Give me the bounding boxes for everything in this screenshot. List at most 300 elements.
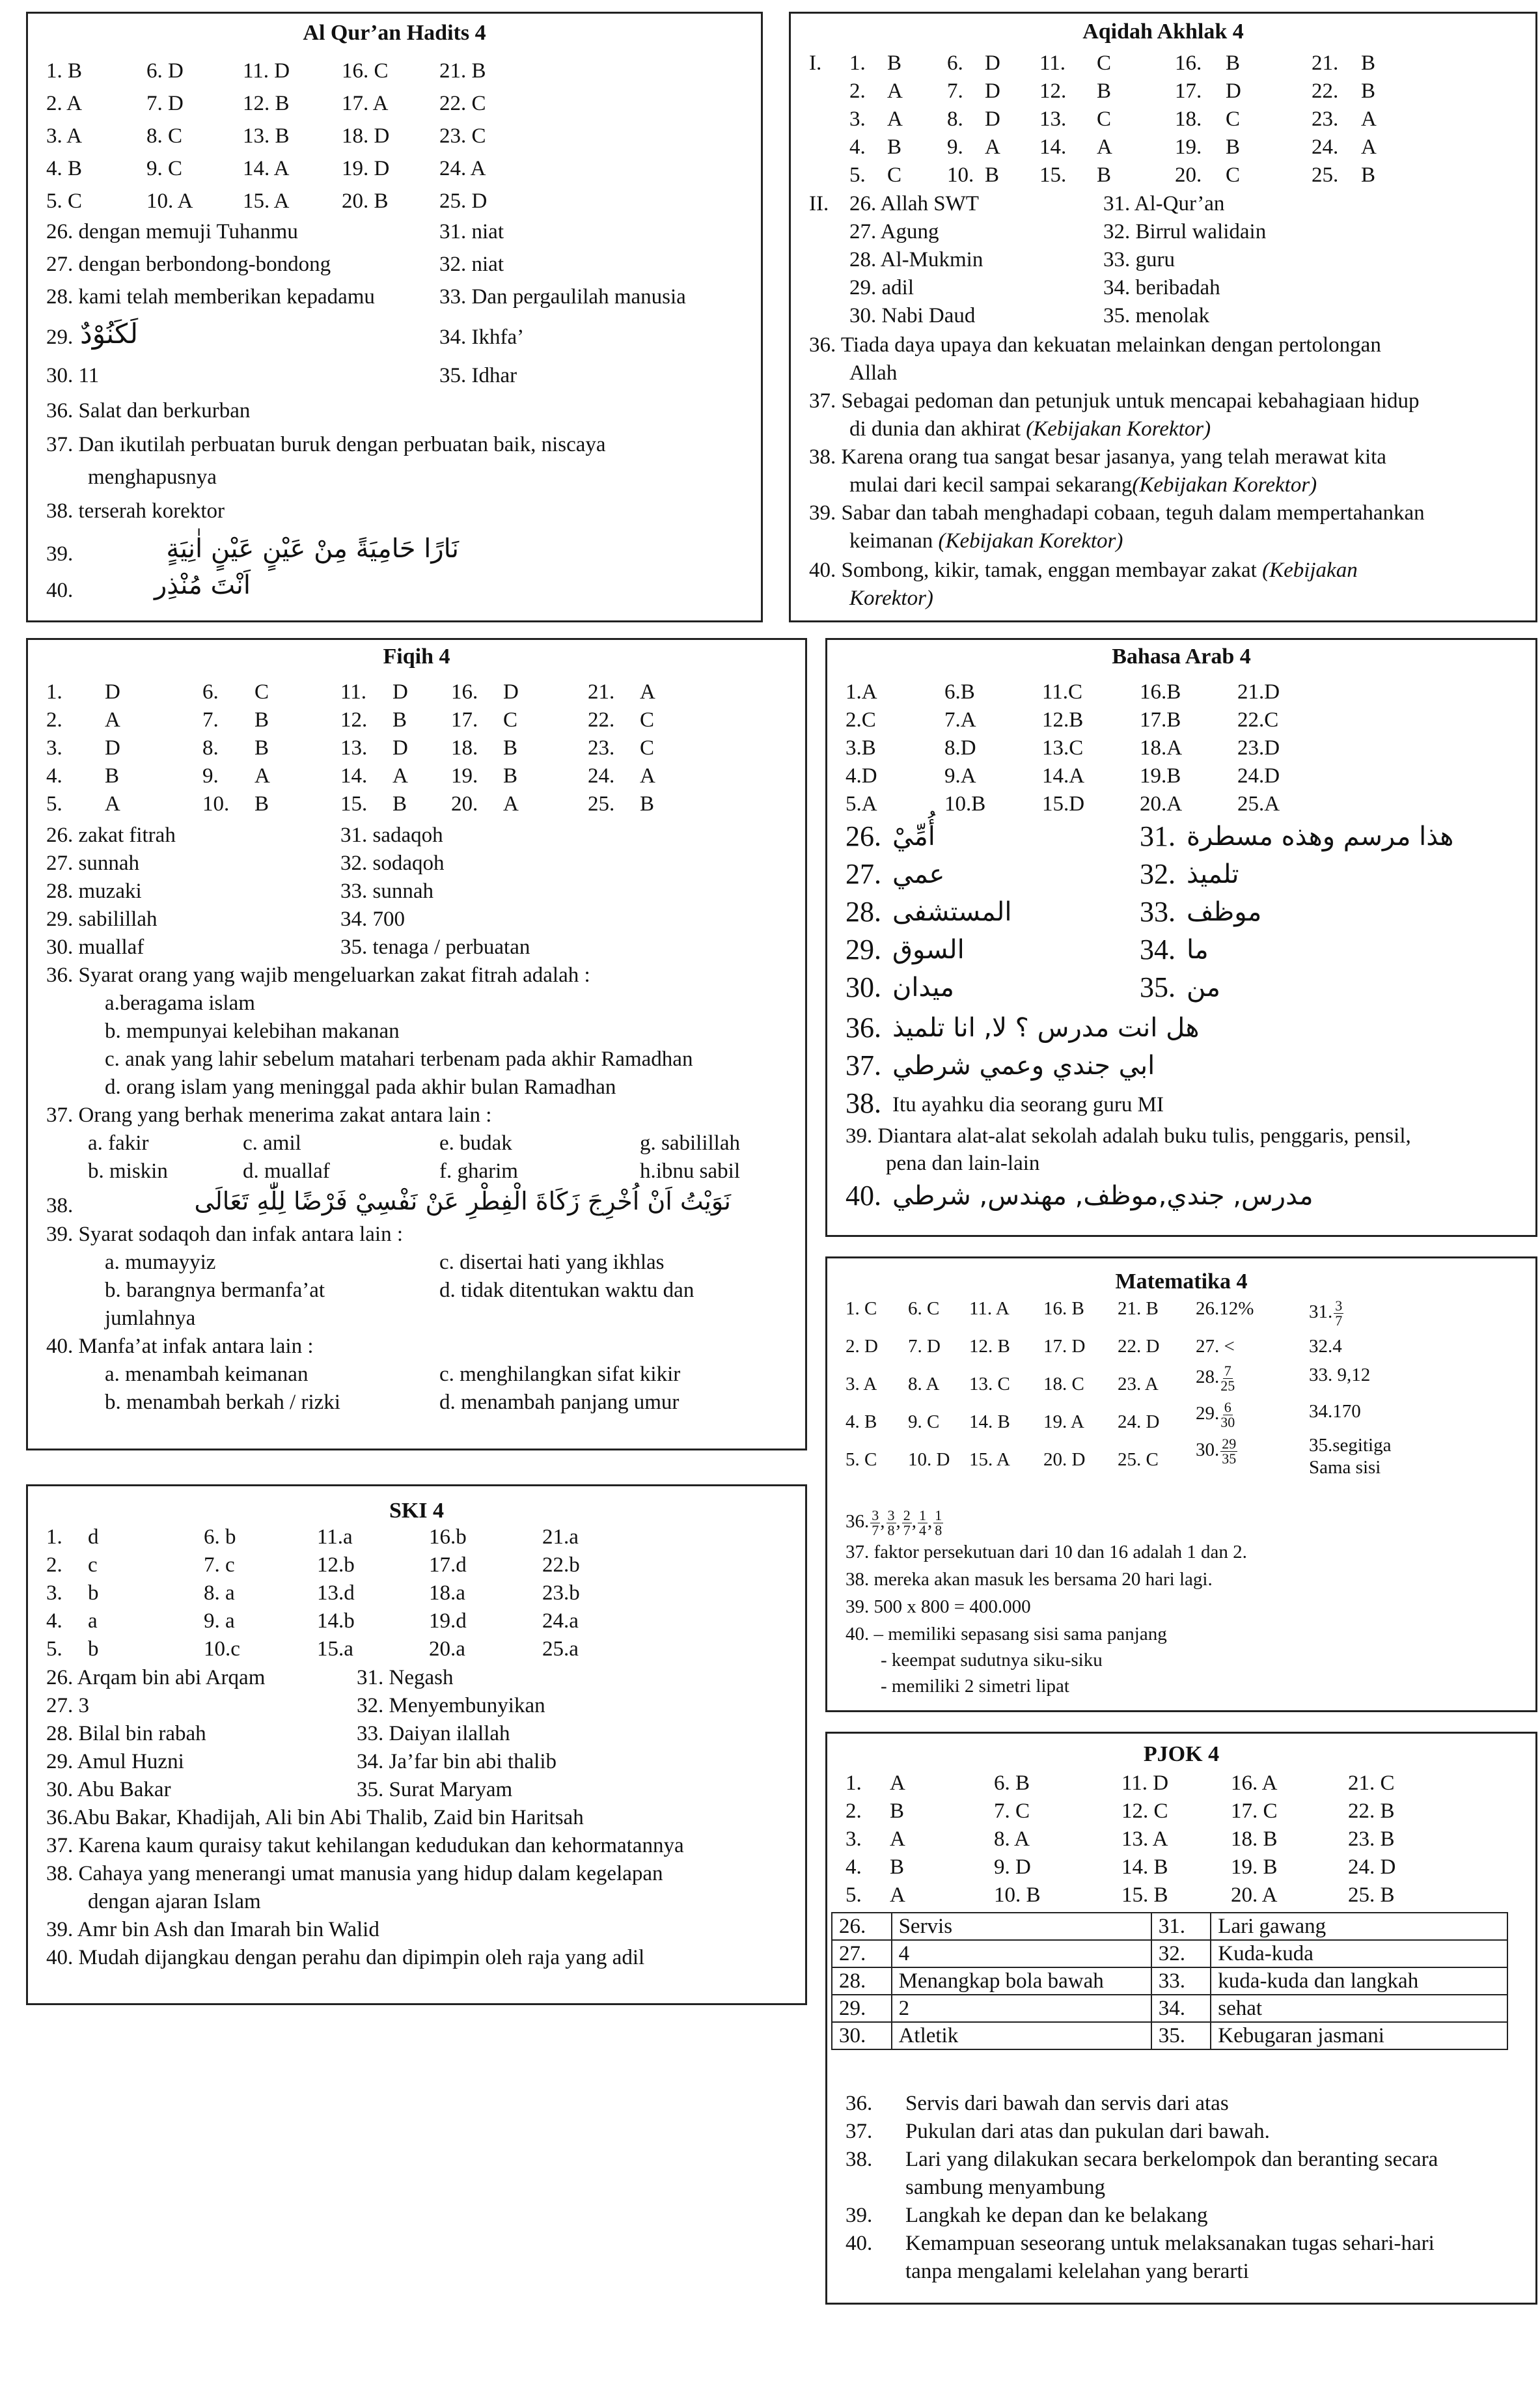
aqidah-mc-cell: 17. <box>1175 79 1202 103</box>
arab-mc-cell: 4.D <box>846 764 877 788</box>
fiqih-mc-cell: C <box>503 708 518 732</box>
ski-mc-cell: 1. <box>46 1525 62 1549</box>
arab-essay-38-num: 38. <box>846 1087 881 1119</box>
ski-essay-26: 26. Arqam bin abi Arqam <box>46 1666 266 1689</box>
aqidah-essay-29: 29. adil <box>849 276 914 299</box>
fiqih-mc-cell: D <box>105 736 120 760</box>
fiqih-mc-cell: 3. <box>46 736 62 760</box>
fiqih-mc-cell: B <box>640 792 655 816</box>
quran-essay-35: 35. Idhar <box>439 364 517 387</box>
fiqih-mc-cell: 7. <box>202 708 219 732</box>
fiqih-mc-cell: 13. <box>340 736 368 760</box>
ski-mc-cell: 14.b <box>317 1609 355 1633</box>
mtk-essay-32: 32.4 <box>1309 1336 1342 1357</box>
mtk-mc-cell: 10. D <box>908 1449 950 1470</box>
aqidah-essay-36b: Allah <box>849 361 898 385</box>
arab-mc-cell: 17.B <box>1140 708 1181 732</box>
aqidah-mc-cell: 11. <box>1039 51 1066 75</box>
ski-mc-cell: b <box>88 1581 99 1605</box>
fiqih-essay-30: 30. muallaf <box>46 936 144 959</box>
pjok-essay-40-num: 40. <box>846 2232 873 2255</box>
ski-section <box>26 1484 807 2005</box>
mtk-mc-cell: 19. A <box>1043 1411 1084 1432</box>
pjok-essay-37: Pukulan dari atas dan pukulan dari bawah. <box>905 2120 1270 2143</box>
pjok-essay-37-num: 37. <box>846 2120 873 2143</box>
aqidah-mc-cell: A <box>985 135 1000 159</box>
mtk-mc-cell: 9. C <box>908 1411 940 1432</box>
numerator: 29 <box>1222 1435 1237 1452</box>
separator: , <box>896 1511 901 1532</box>
arab-mc-cell: 15.D <box>1042 792 1085 816</box>
table-answer-cell: kuda-kuda dan langkah <box>1211 1967 1507 1995</box>
quran-mc-cell: 24. A <box>439 157 486 180</box>
arab-mc-cell: 9.A <box>944 764 976 788</box>
denominator: 4 <box>919 1522 926 1538</box>
quran-mc-cell: 6. D <box>146 59 184 83</box>
mtk-mc-cell: 25. C <box>1118 1449 1159 1470</box>
ski-mc-cell: 2. <box>46 1553 62 1577</box>
fiqih-mc-cell: A <box>105 708 120 732</box>
pjok-mc-cell: 25. B <box>1348 1883 1395 1907</box>
quran-essay-38: 38. terserah korektor <box>46 499 225 523</box>
fiqih-mc-cell: B <box>392 708 407 732</box>
mtk-essay-30 <box>1196 1437 1237 1466</box>
aqidah-mc-cell: D <box>985 107 1000 131</box>
fiqih-essay-33: 33. sunnah <box>340 880 433 903</box>
ski-mc-cell: b <box>88 1637 99 1661</box>
fiqih-essay-37c: c. amil <box>243 1131 301 1155</box>
mtk-essay-39: 39. 500 x 800 = 400.000 <box>846 1596 1031 1617</box>
arab-mc-cell: 10.B <box>944 792 986 816</box>
fiqih-essay-37e: e. budak <box>439 1131 512 1155</box>
fiqih-essay-39a: a. mumayyiz <box>105 1251 216 1274</box>
denominator: 8 <box>935 1522 942 1538</box>
fiqih-mc-cell: B <box>254 736 269 760</box>
mtk-mc-cell: 4. B <box>846 1411 877 1432</box>
ski-essay-40: 40. Mudah dijangkau dengan perahu dan dipimpin oleh raja yang adil <box>46 1946 645 1969</box>
aqidah-essay-39b <box>849 528 1123 554</box>
ski-essay-31: 31. Negash <box>357 1666 454 1689</box>
pjok-mc-cell: 19. B <box>1231 1855 1278 1879</box>
aqidah-mc-cell: A <box>887 107 903 131</box>
fiqih-essay-37d: d. muallaf <box>243 1159 330 1183</box>
mtk-essay-40a: 40. – memiliki sepasang sisi sama panjang <box>846 1624 1167 1644</box>
ski-mc-cell: 23.b <box>542 1581 580 1605</box>
quran-essay-40: اَنْتَ مُنْذِر <box>154 570 251 600</box>
aqidah-mc-cell: 24. <box>1312 135 1339 159</box>
arab-essay-36-num: 36. <box>846 1012 881 1044</box>
matematika-section <box>825 1256 1537 1712</box>
mtk-36-fraction <box>902 1508 912 1538</box>
arab-number: 26. <box>846 820 881 852</box>
aqidah-essay-32: 32. Birrul walidain <box>1103 220 1267 243</box>
table-answer-cell: sehat <box>1211 1995 1507 2022</box>
aqidah-mc-cell: C <box>1226 107 1241 131</box>
aqidah-essay-39c: (Kebijakan Korektor) <box>938 529 1123 553</box>
aqidah-mc-cell: B <box>1361 51 1376 75</box>
aqidah-section <box>789 12 1537 622</box>
aqidah-mc-cell: 8. <box>947 107 963 131</box>
pjok-mc-cell: 15. B <box>1121 1883 1168 1907</box>
fiqih-essay-39b1: b. barangnya bermanfa’at <box>105 1279 325 1302</box>
pjok-mc-cell: 2. <box>846 1799 862 1823</box>
arab-essay-36: هل انت مدرس ؟ لا, انا تلميذ <box>892 1013 1200 1043</box>
separator: , <box>928 1511 933 1532</box>
fiqih-mc-cell: D <box>503 680 519 704</box>
mtk-28-fraction <box>1220 1364 1235 1393</box>
fiqih-mc-cell: D <box>392 680 408 704</box>
mtk-mc-cell: 11. A <box>969 1298 1010 1319</box>
fiqih-essay-37: 37. Orang yang berhak menerima zakat antara lain : <box>46 1103 492 1127</box>
pjok-mc-cell: 7. C <box>994 1799 1030 1823</box>
ski-mc-cell: 13.d <box>317 1581 355 1605</box>
aqidah-essay-28: 28. Al-Mukmin <box>849 248 983 271</box>
ski-essay-32: 32. Menyembunyikan <box>357 1694 545 1717</box>
ski-mc-cell: 16.b <box>429 1525 467 1549</box>
pjok-essay-39-num: 39. <box>846 2204 873 2227</box>
table-row <box>832 2022 1507 2049</box>
ski-essay-38a: 38. Cahaya yang menerangi umat manusia yang hidup dalam kegelapan <box>46 1862 663 1885</box>
aqidah-mc-cell: 5. <box>849 163 866 187</box>
pjok-essay-39: Langkah ke depan dan ke belakang <box>905 2204 1208 2227</box>
mtk-mc-cell: 18. C <box>1043 1374 1084 1394</box>
fiqih-mc-cell: A <box>105 792 120 816</box>
table-answer-cell: Menangkap bola bawah <box>892 1967 1151 1995</box>
arab-mc-cell: 20.A <box>1140 792 1183 816</box>
table-row <box>832 1967 1507 1995</box>
pjok-mc-cell: 18. B <box>1231 1827 1278 1851</box>
pjok-mc-cell: 16. A <box>1231 1771 1278 1795</box>
quran-mc-cell: 17. A <box>342 92 389 115</box>
quran-mc-cell: 1. B <box>46 59 83 83</box>
aqidah-mc-cell: 13. <box>1039 107 1067 131</box>
ski-mc-cell: 24.a <box>542 1609 579 1633</box>
quran-essay-40-num: 40. <box>46 579 74 602</box>
table-number-cell: 35. <box>1151 2022 1211 2049</box>
quran-mc-cell: 4. B <box>46 157 83 180</box>
quran-essay-29-num: 29. <box>46 326 74 349</box>
mtk-mc-cell: 2. D <box>846 1336 878 1357</box>
aqidah-mc-cell: B <box>1361 163 1376 187</box>
table-row <box>832 1913 1507 1940</box>
fiqih-mc-cell: A <box>640 764 655 788</box>
ski-essay-27: 27. 3 <box>46 1694 89 1717</box>
table-answer-cell: Atletik <box>892 2022 1151 2049</box>
mtk-mc-cell: 8. A <box>908 1374 940 1394</box>
mtk-essay-28 <box>1196 1364 1235 1393</box>
fiqih-mc-cell: 9. <box>202 764 219 788</box>
mtk-mc-cell: 3. A <box>846 1374 877 1394</box>
pjok-mc-cell: 22. B <box>1348 1799 1395 1823</box>
ski-mc-cell: 4. <box>46 1609 62 1633</box>
aqidah-essay-26: 26. Allah SWT <box>849 192 979 215</box>
ski-mc-cell: 5. <box>46 1637 62 1661</box>
arab-mc-cell: 25.A <box>1237 792 1280 816</box>
aqidah-mc-cell: B <box>985 163 1000 187</box>
ski-title: SKI 4 <box>389 1499 445 1523</box>
arab-title: Bahasa Arab 4 <box>1112 645 1251 669</box>
pjok-mc-cell: 10. B <box>994 1883 1041 1907</box>
quran-mc-cell: 21. B <box>439 59 486 83</box>
aqidah-mc-cell: C <box>887 163 902 187</box>
quran-mc-cell: 15. A <box>243 189 290 213</box>
ski-mc-cell: c <box>88 1553 98 1577</box>
arab-mc-cell: 16.B <box>1140 680 1181 704</box>
fiqih-mc-cell: D <box>105 680 120 704</box>
aqidah-mc-cell: 14. <box>1039 135 1067 159</box>
mtk-essay-36-num: 36. <box>846 1511 870 1532</box>
aqidah-essay-35: 35. menolak <box>1103 304 1210 327</box>
aqidah-essay-37c: (Kebijakan Korektor) <box>1026 417 1211 441</box>
aqidah-essay-33: 33. guru <box>1103 248 1175 271</box>
pjok-mc-cell: A <box>890 1771 905 1795</box>
numerator: 6 <box>1224 1399 1231 1415</box>
quran-essay-26: 26. dengan memuji Tuhanmu <box>46 220 298 243</box>
matematika-title: Matematika 4 <box>1115 1269 1248 1294</box>
fiqih-mc-cell: 8. <box>202 736 219 760</box>
aqidah-essay-39a: 39. Sabar dan tabah menghadapi cobaan, teguh dalam mempertahankan <box>809 501 1425 525</box>
quran-mc-cell: 10. A <box>146 189 193 213</box>
arab-essay-40-num: 40. <box>846 1180 881 1212</box>
pjok-essay-table <box>831 1912 1508 2050</box>
aqidah-essay-38b-text: mulai dari kecil sampai sekarang <box>849 473 1133 497</box>
ski-mc-cell: 17.d <box>429 1553 467 1577</box>
mtk-essay-40c: - memiliki 2 simetri lipat <box>881 1676 1069 1697</box>
fiqih-mc-cell: 12. <box>340 708 368 732</box>
aqidah-essay-37b <box>849 416 1211 442</box>
fiqih-mc-cell: 25. <box>588 792 615 816</box>
quran-section <box>26 12 763 622</box>
arab-number: 31. <box>1140 820 1176 852</box>
aqidah-mc-cell: 21. <box>1312 51 1339 75</box>
ski-essay-33: 33. Daiyan ilallah <box>357 1722 510 1745</box>
mtk-31-fraction <box>1334 1299 1343 1328</box>
pjok-mc-cell: 3. <box>846 1827 862 1851</box>
aqidah-mc-cell: D <box>1226 79 1241 103</box>
fiqih-mc-cell: C <box>640 736 655 760</box>
fiqih-essay-40a: a. menambah keimanan <box>105 1363 309 1386</box>
ski-essay-29: 29. Amul Huzni <box>46 1750 184 1773</box>
fiqih-mc-cell: 10. <box>202 792 230 816</box>
arab-number: 29. <box>846 934 881 965</box>
fiqih-mc-cell: A <box>503 792 519 816</box>
aqidah-mc-cell: 12. <box>1039 79 1067 103</box>
arab-answer: من <box>1187 973 1220 1003</box>
aqidah-essay-37a: 37. Sebagai pedoman dan petunjuk untuk mencapai kebahagiaan hidup <box>809 389 1420 413</box>
fiqih-essay-39d: d. tidak ditentukan waktu dan <box>439 1279 694 1302</box>
arab-mc-cell: 11.C <box>1042 680 1083 704</box>
arab-mc-cell: 1.A <box>846 680 877 704</box>
fiqih-essay-29: 29. sabilillah <box>46 908 158 931</box>
ski-essay-30: 30. Abu Bakar <box>46 1778 171 1801</box>
mtk-essay-30-num: 30. <box>1196 1439 1220 1461</box>
ski-mc-cell: d <box>88 1525 99 1549</box>
pjok-mc-cell: A <box>890 1827 905 1851</box>
aqidah-mc-cell: B <box>887 51 902 75</box>
pjok-essay-38-num: 38. <box>846 2148 873 2171</box>
ski-mc-cell: 6. b <box>204 1525 236 1549</box>
arab-answer: عمي <box>892 859 945 889</box>
separator: , <box>911 1511 916 1532</box>
table-number-cell: 32. <box>1151 1940 1211 1967</box>
fiqih-mc-cell: 22. <box>588 708 615 732</box>
mtk-essay-29 <box>1196 1400 1235 1430</box>
table-number-cell: 27. <box>832 1940 892 1967</box>
mtk-36-fraction <box>933 1508 943 1538</box>
pjok-mc-cell: 24. D <box>1348 1855 1396 1879</box>
fiqih-mc-cell: 4. <box>46 764 62 788</box>
fiqih-section <box>26 638 807 1450</box>
arab-essay-38: Itu ayahku dia seorang guru MI <box>892 1093 1164 1116</box>
quran-mc-cell: 22. C <box>439 92 486 115</box>
aqidah-mc-cell: B <box>887 135 902 159</box>
ski-essay-28: 28. Bilal bin rabah <box>46 1722 206 1745</box>
fiqih-mc-cell: C <box>640 708 655 732</box>
fiqih-mc-cell: 24. <box>588 764 615 788</box>
aqidah-mc-cell: C <box>1226 163 1241 187</box>
quran-essay-37b: menghapusnya <box>88 465 217 489</box>
mtk-essay-26: 26.12% <box>1196 1298 1254 1319</box>
ski-mc-cell: 19.d <box>429 1609 467 1633</box>
fiqih-mc-cell: 2. <box>46 708 62 732</box>
denominator: 7 <box>903 1522 911 1538</box>
arab-mc-cell: 19.B <box>1140 764 1181 788</box>
aqidah-mc-cell: 3. <box>849 107 866 131</box>
fiqih-essay-40: 40. Manfa’at infak antara lain : <box>46 1335 314 1358</box>
mtk-mc-cell: 13. C <box>969 1374 1010 1394</box>
arab-mc-cell: 2.C <box>846 708 876 732</box>
mtk-mc-cell: 23. A <box>1118 1374 1159 1394</box>
pjok-essay-40a: Kemampuan seseorang untuk melaksanakan tugas sehari-hari <box>905 2232 1435 2255</box>
mtk-mc-cell: 1. C <box>846 1298 877 1319</box>
arab-mc-cell: 21.D <box>1237 680 1280 704</box>
fiqih-essay-26: 26. zakat fitrah <box>46 824 176 847</box>
quran-mc-cell: 19. D <box>342 157 390 180</box>
aqidah-essay-40c <box>849 585 933 611</box>
table-answer-cell: Kuda-kuda <box>1211 1940 1507 1967</box>
aqidah-mc-cell: 19. <box>1175 135 1202 159</box>
table-number-cell: 30. <box>832 2022 892 2049</box>
ski-mc-cell: 9. a <box>204 1609 235 1633</box>
arab-essay-37: ابي جندي وعمي شرطي <box>892 1051 1155 1081</box>
fiqih-mc-cell: C <box>254 680 269 704</box>
ski-mc-cell: 12.b <box>317 1553 355 1577</box>
fiqih-essay-38: نَوَيْتُ اَنْ اُخْرِجَ زَكَاةَ الْفِطْرِ عَنْ نَفْسِيْ فَرْضًا لِلّٰهِ تَعَالَى <box>194 1187 731 1215</box>
ski-mc-cell: 18.a <box>429 1581 465 1605</box>
fiqih-mc-cell: 19. <box>451 764 478 788</box>
ski-mc-cell: 21.a <box>542 1525 579 1549</box>
ski-mc-cell: 8. a <box>204 1581 235 1605</box>
aqidah-mc-cell: 16. <box>1175 51 1202 75</box>
denominator: 35 <box>1222 1450 1237 1467</box>
ski-mc-cell: 20.a <box>429 1637 465 1661</box>
aqidah-mc-cell: 10. <box>947 163 974 187</box>
quran-essay-29: لَكَنُوْدٌ <box>80 318 139 350</box>
arab-mc-cell: 6.B <box>944 680 975 704</box>
fiqih-mc-cell: 1. <box>46 680 62 704</box>
quran-essay-34: 34. Ikhfa’ <box>439 326 525 349</box>
aqidah-title: Aqidah Akhlak 4 <box>1082 20 1244 44</box>
quran-mc-cell: 5. C <box>46 189 83 213</box>
pjok-section <box>825 1732 1537 2305</box>
table-row <box>832 1995 1507 2022</box>
denominator: 30 <box>1220 1414 1235 1430</box>
quran-essay-39: نَارًا حَامِيَةً مِنْ عَيْنٍ عَيْنٍ اٰنِيَةٍ <box>166 534 459 564</box>
fiqih-essay-35: 35. tenaga / perbuatan <box>340 936 530 959</box>
denominator: 25 <box>1220 1378 1235 1394</box>
fiqih-essay-39b2: jumlahnya <box>105 1307 196 1330</box>
pjok-mc-cell: 6. B <box>994 1771 1030 1795</box>
numerator: 2 <box>903 1507 911 1523</box>
numerator: 3 <box>872 1507 879 1523</box>
arab-answer: السوق <box>892 935 965 965</box>
arab-mc-cell: 12.B <box>1042 708 1084 732</box>
mtk-mc-cell: 6. C <box>908 1298 940 1319</box>
pjok-essay-38b: sambung menyambung <box>905 2176 1106 2199</box>
quran-mc-cell: 2. A <box>46 92 83 115</box>
arab-mc-cell: 14.A <box>1042 764 1085 788</box>
arab-number: 33. <box>1140 896 1176 928</box>
ski-mc-cell: 15.a <box>317 1637 353 1661</box>
arab-number: 35. <box>1140 971 1176 1003</box>
quran-essay-27: 27. dengan berbondong-bondong <box>46 253 331 276</box>
aqidah-essay-30: 30. Nabi Daud <box>849 304 976 327</box>
fiqih-mc-cell: 6. <box>202 680 219 704</box>
aqidah-roman-2: II. <box>809 192 829 215</box>
fiqih-mc-cell: 23. <box>588 736 615 760</box>
mtk-essay-35a: 35.segitiga <box>1309 1435 1392 1456</box>
arab-mc-cell: 5.A <box>846 792 877 816</box>
mtk-36-fraction <box>918 1508 928 1538</box>
quran-mc-cell: 25. D <box>439 189 488 213</box>
arab-mc-cell: 13.C <box>1042 736 1084 760</box>
fiqih-essay-28: 28. muzaki <box>46 880 142 903</box>
ski-mc-cell: 3. <box>46 1581 62 1605</box>
fiqih-essay-37f: f. gharim <box>439 1159 518 1183</box>
mtk-mc-cell: 16. B <box>1043 1298 1084 1319</box>
table-row <box>832 1940 1507 1967</box>
fiqih-essay-37h: h.ibnu sabil <box>640 1159 740 1183</box>
mtk-essay-34: 34.170 <box>1309 1401 1361 1422</box>
fiqih-mc-cell: B <box>392 792 407 816</box>
fiqih-essay-39: 39. Syarat sodaqoh dan infak antara lain : <box>46 1223 403 1246</box>
fiqih-essay-36b: b. mempunyai kelebihan makanan <box>105 1019 400 1043</box>
table-number-cell: 26. <box>832 1913 892 1940</box>
pjok-mc-cell: 21. C <box>1348 1771 1395 1795</box>
aqidah-essay-40c-text: Korektor) <box>849 587 933 610</box>
aqidah-mc-cell: B <box>1097 163 1112 187</box>
table-answer-cell: Kebugaran jasmani <box>1211 2022 1507 2049</box>
aqidah-mc-cell: 18. <box>1175 107 1202 131</box>
pjok-essay-36: Servis dari bawah dan servis dari atas <box>905 2092 1229 2115</box>
arab-number: 34. <box>1140 934 1176 965</box>
table-number-cell: 34. <box>1151 1995 1211 2022</box>
aqidah-mc-cell: 25. <box>1312 163 1339 187</box>
arab-answer: هذا مرسم وهذه مسطرة <box>1187 822 1454 852</box>
arab-mc-cell: 22.C <box>1237 708 1279 732</box>
table-answer-cell: 4 <box>892 1940 1151 1967</box>
mtk-essay-31-num: 31. <box>1309 1301 1333 1323</box>
fiqih-mc-cell: 17. <box>451 708 478 732</box>
table-number-cell: 29. <box>832 1995 892 2022</box>
fiqih-essay-40d: d. menambah panjang umur <box>439 1391 680 1414</box>
fiqih-mc-cell: A <box>392 764 408 788</box>
ski-essay-35: 35. Surat Maryam <box>357 1778 513 1801</box>
fiqih-essay-32: 32. sodaqoh <box>340 852 445 875</box>
mtk-essay-31 <box>1309 1299 1343 1328</box>
quran-essay-30: 30. 11 <box>46 364 100 387</box>
pjok-mc-cell: 17. C <box>1231 1799 1278 1823</box>
